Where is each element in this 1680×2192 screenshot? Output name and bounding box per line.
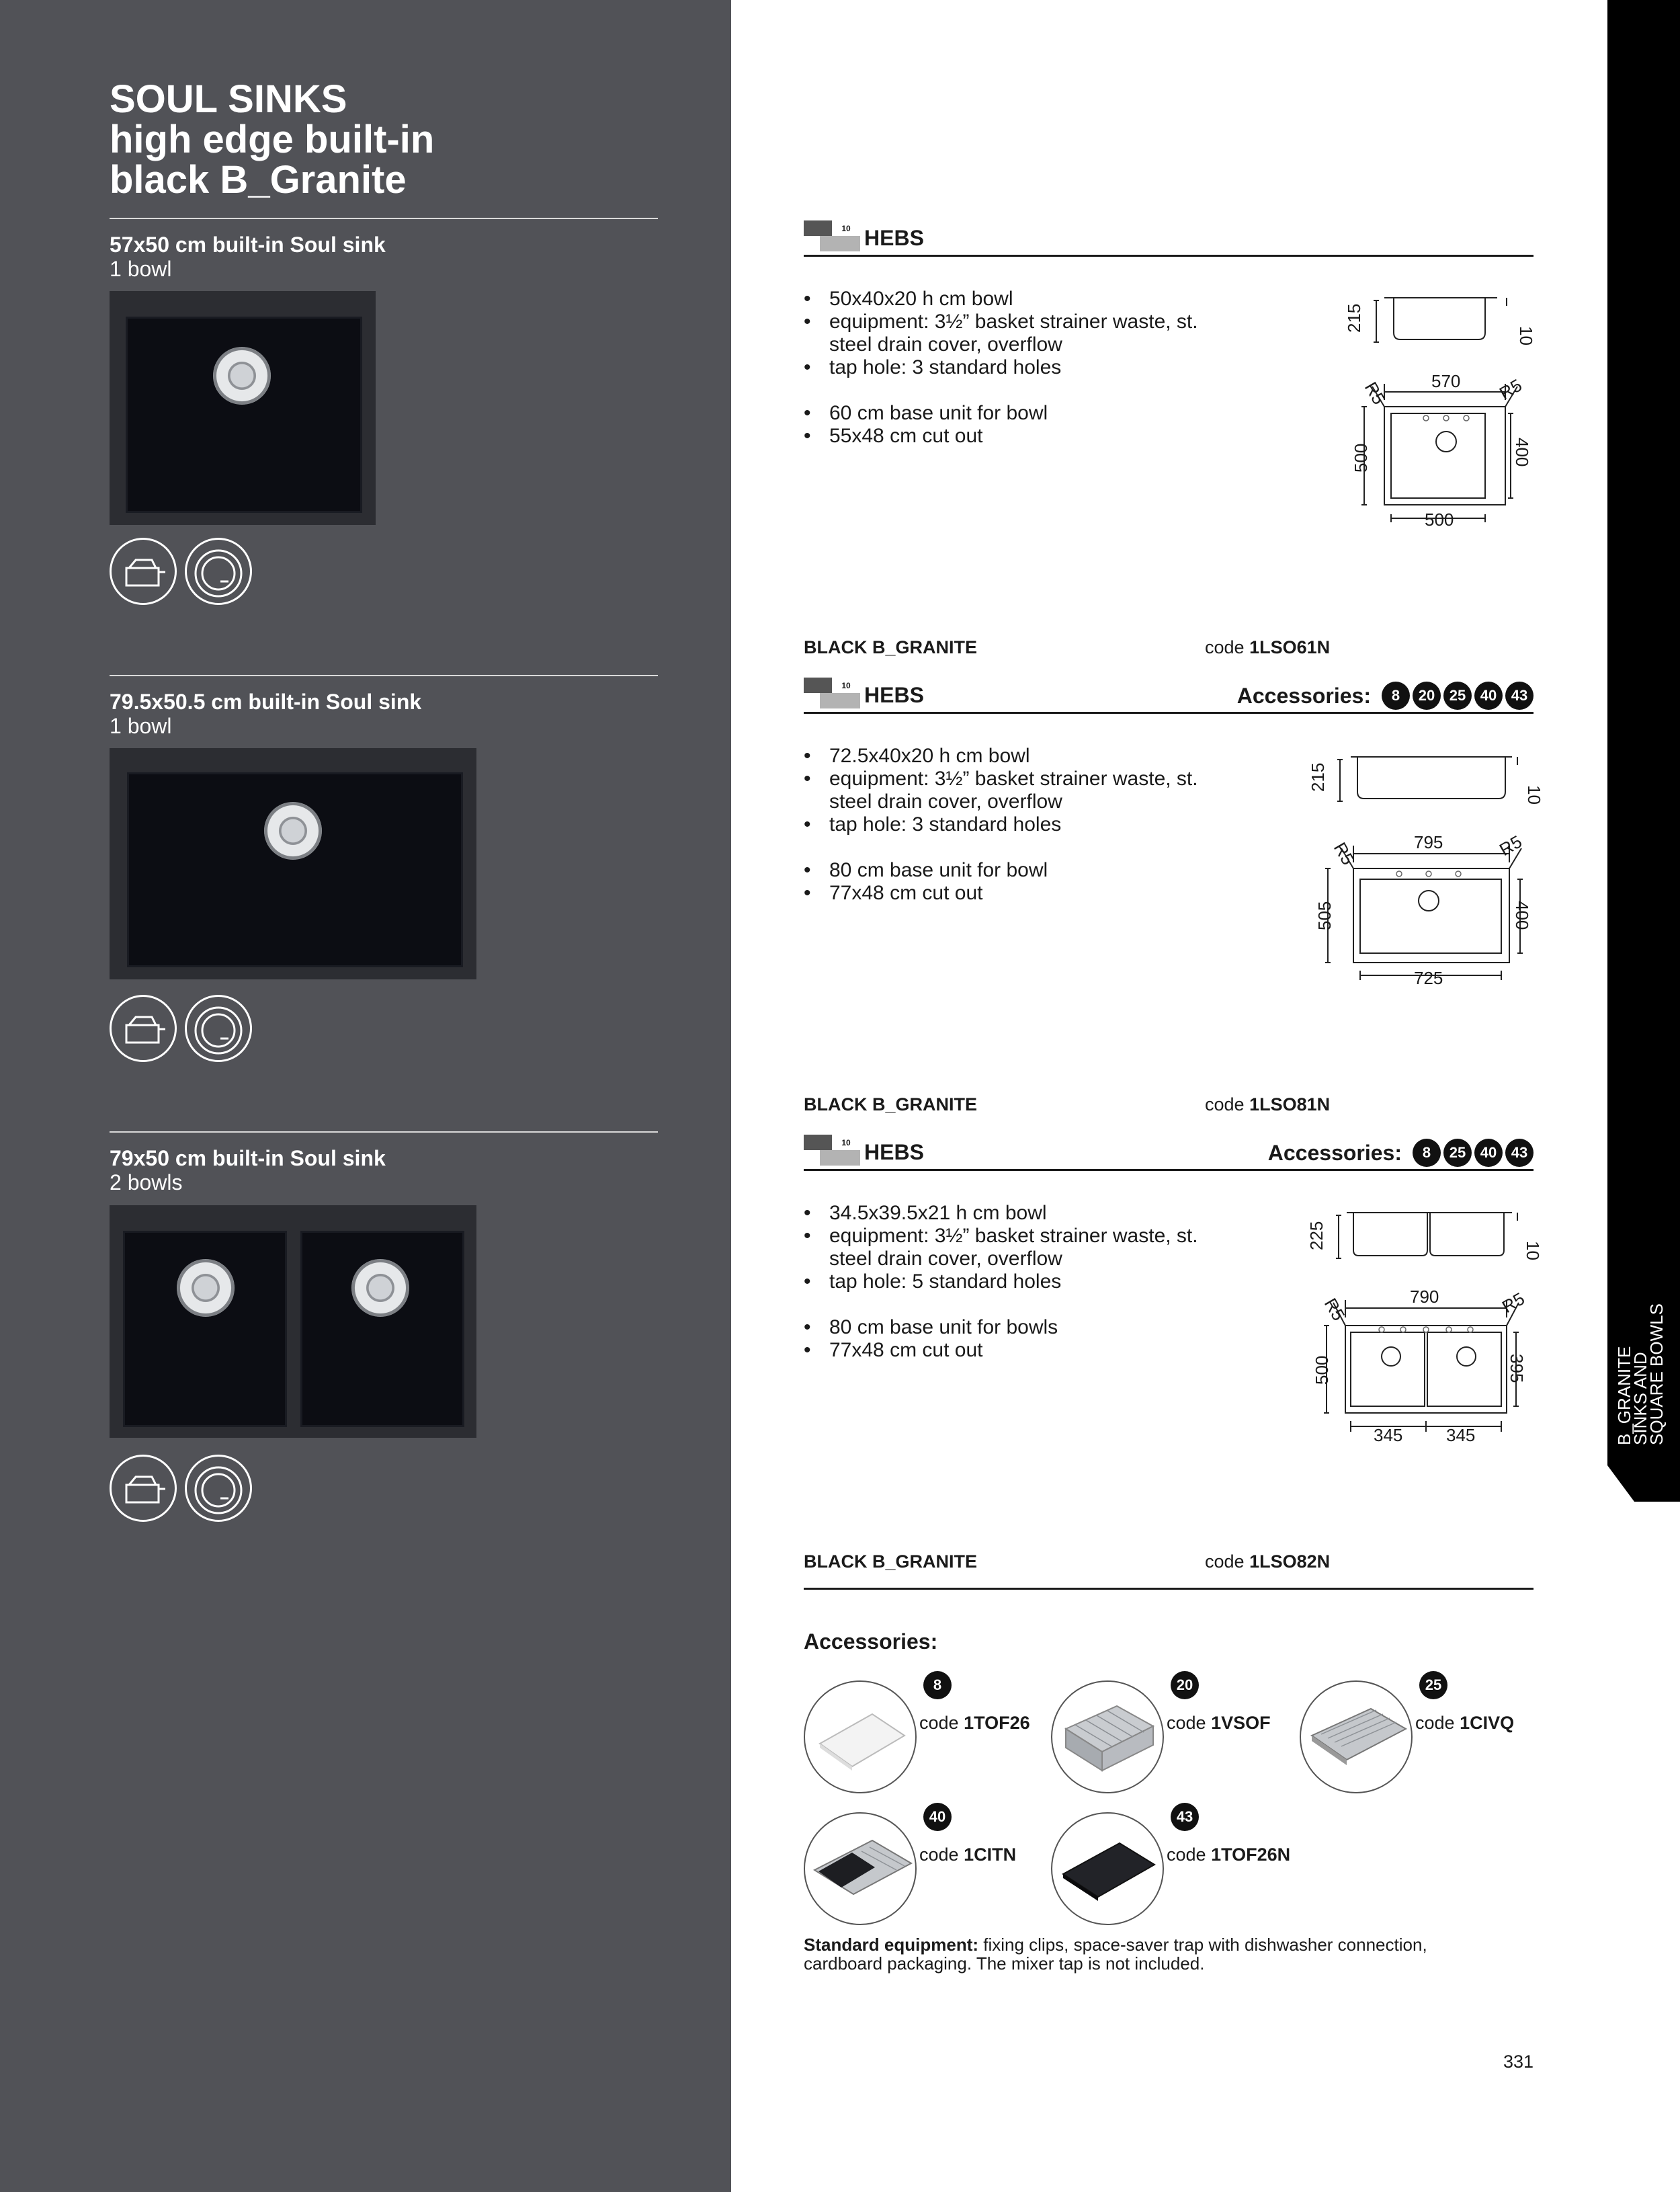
title-line-1: SOUL SINKS	[110, 77, 347, 121]
hebs-logo-number: 10	[832, 678, 860, 693]
hebs-logo	[804, 220, 860, 251]
product-code: 1LSO82N	[1249, 1551, 1331, 1572]
accessory-number: 40	[923, 1803, 952, 1831]
product-2-finish: BLACK B_GRANITE	[804, 1094, 978, 1114]
spec-item: • 72.5x40x20 h cm bowl	[804, 745, 1207, 768]
spec-item: • tap hole: 3 standard holes	[804, 813, 1207, 836]
dim-radius-left: R5	[1320, 1295, 1349, 1324]
product-2-code	[1205, 1094, 1330, 1115]
accessory-badge: 40	[1474, 682, 1503, 710]
code-prefix: code	[1205, 637, 1245, 657]
spec-item: • 80 cm base unit for bowl	[804, 859, 1207, 882]
hebs-logo	[804, 1135, 860, 1166]
product-3-finish: BLACK B_GRANITE	[804, 1551, 978, 1572]
dim-depth: 500	[1312, 1355, 1332, 1385]
product-1-hebs-bar	[804, 220, 1534, 257]
code-prefix: code	[919, 1713, 959, 1733]
product-2-hebs-bar	[804, 678, 1534, 714]
accessory-badge: 25	[1443, 682, 1472, 710]
code-prefix: code	[1205, 1094, 1245, 1114]
code-prefix: code	[1167, 1713, 1206, 1733]
accessory-badge: 8	[1382, 682, 1410, 710]
product-2-technical-drawing	[1304, 745, 1544, 1000]
accessory-item	[804, 1671, 1030, 1799]
accessory-code	[1167, 1713, 1271, 1734]
left-panel	[0, 0, 731, 2192]
product-name: 79.5x50.5 cm built-in Soul sink	[110, 690, 422, 714]
spec-item: • equipment: 3½” basket strainer waste, st. steel drain cover, overflow	[804, 311, 1207, 356]
drain-icon	[264, 802, 322, 860]
product-code: 1TOF26	[964, 1713, 1030, 1733]
product-2-header	[110, 675, 658, 738]
code-prefix: code	[919, 1844, 959, 1865]
product-code: 1CIVQ	[1460, 1713, 1515, 1733]
accessory-code	[1415, 1713, 1514, 1734]
accessory-code	[919, 1844, 1016, 1865]
dim-rim: 10	[1524, 785, 1544, 805]
side-tab-line-3: SQUARE BOWLS	[1646, 1303, 1667, 1445]
dim-bowl-width: 725	[1414, 968, 1443, 988]
product-code: 1VSOF	[1211, 1713, 1271, 1733]
product-code: 1LSO61N	[1249, 637, 1331, 657]
product-3-photo	[110, 1205, 476, 1438]
bowl-icon	[185, 995, 252, 1062]
pot-icon	[110, 538, 177, 605]
spec-item: • 55x48 cm cut out	[804, 425, 1207, 448]
product-1-specs	[804, 288, 1207, 448]
pot-icon	[110, 1455, 177, 1522]
product-code: 1CITN	[964, 1844, 1017, 1865]
product-name: 57x50 cm built-in Soul sink	[110, 233, 386, 257]
accessory-badge: 20	[1413, 682, 1441, 710]
accessory-item	[1051, 1671, 1273, 1799]
dim-bowl-width-1: 345	[1374, 1425, 1403, 1445]
spec-item: • 77x48 cm cut out	[804, 1339, 1207, 1362]
dim-height: 215	[1344, 303, 1364, 333]
accessory-number: 43	[1171, 1803, 1199, 1831]
product-1-header	[110, 218, 658, 281]
accessories-inline	[1268, 1139, 1534, 1167]
accessory-number: 20	[1171, 1671, 1199, 1699]
accessory-item	[804, 1803, 1025, 1931]
product-1-code	[1205, 637, 1330, 658]
product-3-technical-drawing	[1304, 1201, 1543, 1456]
accessories-label: Accessories:	[1236, 683, 1371, 708]
product-3-hebs-bar	[804, 1135, 1534, 1171]
product-1-finish: BLACK B_GRANITE	[804, 637, 978, 657]
product-3-code	[1205, 1551, 1330, 1572]
steel-basket-icon	[1051, 1680, 1164, 1793]
dim-width: 790	[1410, 1287, 1439, 1307]
dim-depth: 505	[1314, 901, 1335, 930]
dim-bowl-width: 500	[1425, 510, 1454, 530]
standard-equipment-text: fixing clips, space-saver trap with dishwasher connection, cardboard packaging. The mixer tap is not included.	[804, 1935, 1427, 1974]
spec-item: • equipment: 3½” basket strainer waste, st. steel drain cover, overflow	[804, 1225, 1207, 1270]
standard-equipment-label: Standard equipment:	[804, 1935, 979, 1955]
spec-item: • equipment: 3½” basket strainer waste, st. steel drain cover, overflow	[804, 768, 1207, 813]
accessories-label: Accessories:	[1267, 1140, 1402, 1165]
dim-bowl-depth: 395	[1507, 1354, 1527, 1383]
page-title	[110, 79, 434, 200]
accessory-number: 25	[1419, 1671, 1447, 1699]
accessory-badge: 40	[1474, 1139, 1503, 1167]
dim-depth: 500	[1351, 443, 1371, 473]
side-tab-label	[1616, 1250, 1665, 1445]
standard-equipment-note	[804, 1935, 1476, 1973]
code-prefix: code	[1415, 1713, 1455, 1733]
section-divider	[804, 1588, 1534, 1590]
product-1-technical-drawing	[1344, 286, 1536, 541]
product-3-specs	[804, 1202, 1207, 1362]
product-name: 79x50 cm built-in Soul sink	[110, 1146, 386, 1170]
bowl-icon	[185, 1455, 252, 1522]
bowl-icon	[185, 538, 252, 605]
accessory-item	[1300, 1671, 1521, 1799]
product-1-photo	[110, 291, 376, 525]
black-cutting-board-icon	[1051, 1812, 1164, 1925]
product-code: 1LSO81N	[1249, 1094, 1331, 1114]
title-line-3: black B_Granite	[110, 158, 407, 202]
side-tab-line-2: SINKS AND	[1630, 1352, 1650, 1445]
accessory-code	[1167, 1844, 1290, 1865]
product-2-photo	[110, 748, 476, 979]
product-bowls: 1 bowl	[110, 714, 172, 738]
dim-radius-left: R5	[1360, 378, 1390, 408]
page-number: 331	[1503, 2052, 1534, 2072]
drain-icon	[213, 347, 271, 405]
drain-icon	[351, 1259, 409, 1317]
accessories-heading: Accessories:	[804, 1629, 938, 1654]
spec-item: • 50x40x20 h cm bowl	[804, 288, 1207, 311]
dim-rim: 10	[1516, 326, 1536, 346]
spec-item: • 77x48 cm cut out	[804, 882, 1207, 905]
title-line-2: high edge built-in	[110, 118, 435, 161]
hebs-logo-number: 10	[832, 1135, 860, 1150]
code-prefix: code	[1167, 1844, 1206, 1865]
accessory-code	[919, 1713, 1030, 1734]
hebs-label: HEBS	[864, 1140, 924, 1164]
spec-item: • 80 cm base unit for bowls	[804, 1316, 1207, 1339]
dim-height: 225	[1306, 1221, 1327, 1250]
dim-rim: 10	[1523, 1241, 1543, 1260]
pot-icon	[110, 995, 177, 1062]
accessory-badge: 43	[1505, 1139, 1534, 1167]
spec-item: • 34.5x39.5x21 h cm bowl	[804, 1202, 1207, 1225]
accessory-badge: 8	[1413, 1139, 1441, 1167]
product-bowls: 1 bowl	[110, 257, 172, 281]
dim-width: 795	[1414, 832, 1443, 852]
product-code: 1TOF26N	[1211, 1844, 1291, 1865]
hebs-label: HEBS	[864, 683, 924, 707]
white-cutting-board-icon	[804, 1680, 917, 1793]
sink-basin	[126, 317, 362, 513]
black-steel-tray-icon	[804, 1812, 917, 1925]
hebs-logo	[804, 678, 860, 708]
dim-radius-right: R5	[1496, 374, 1525, 404]
dim-radius-left: R5	[1329, 839, 1359, 868]
product-3-header	[110, 1131, 658, 1194]
product-2-specs	[804, 745, 1207, 905]
spec-item: • tap hole: 3 standard holes	[804, 356, 1207, 379]
spec-item: • 60 cm base unit for bowl	[804, 402, 1207, 425]
accessories-inline	[1237, 682, 1534, 710]
dim-radius-right: R5	[1496, 831, 1525, 860]
side-tab-line-1: B_GRANITE	[1614, 1346, 1634, 1445]
dim-width: 570	[1431, 371, 1461, 391]
accessory-number: 8	[923, 1671, 952, 1699]
steel-tray-icon	[1300, 1680, 1413, 1793]
dim-bowl-width-2: 345	[1446, 1425, 1476, 1445]
accessory-badge: 25	[1443, 1139, 1472, 1167]
hebs-label: HEBS	[864, 226, 924, 250]
accessory-badge: 43	[1505, 682, 1534, 710]
dim-bowl-depth: 400	[1512, 901, 1532, 930]
spec-item: • tap hole: 5 standard holes	[804, 1270, 1207, 1293]
dim-bowl-depth: 400	[1512, 438, 1532, 467]
drain-icon	[177, 1259, 235, 1317]
hebs-logo-number: 10	[832, 220, 860, 236]
code-prefix: code	[1205, 1551, 1245, 1572]
product-bowls: 2 bowls	[110, 1170, 183, 1194]
dim-height: 215	[1308, 762, 1328, 792]
dim-radius-right: R5	[1499, 1288, 1528, 1317]
accessory-item	[1051, 1803, 1291, 1931]
